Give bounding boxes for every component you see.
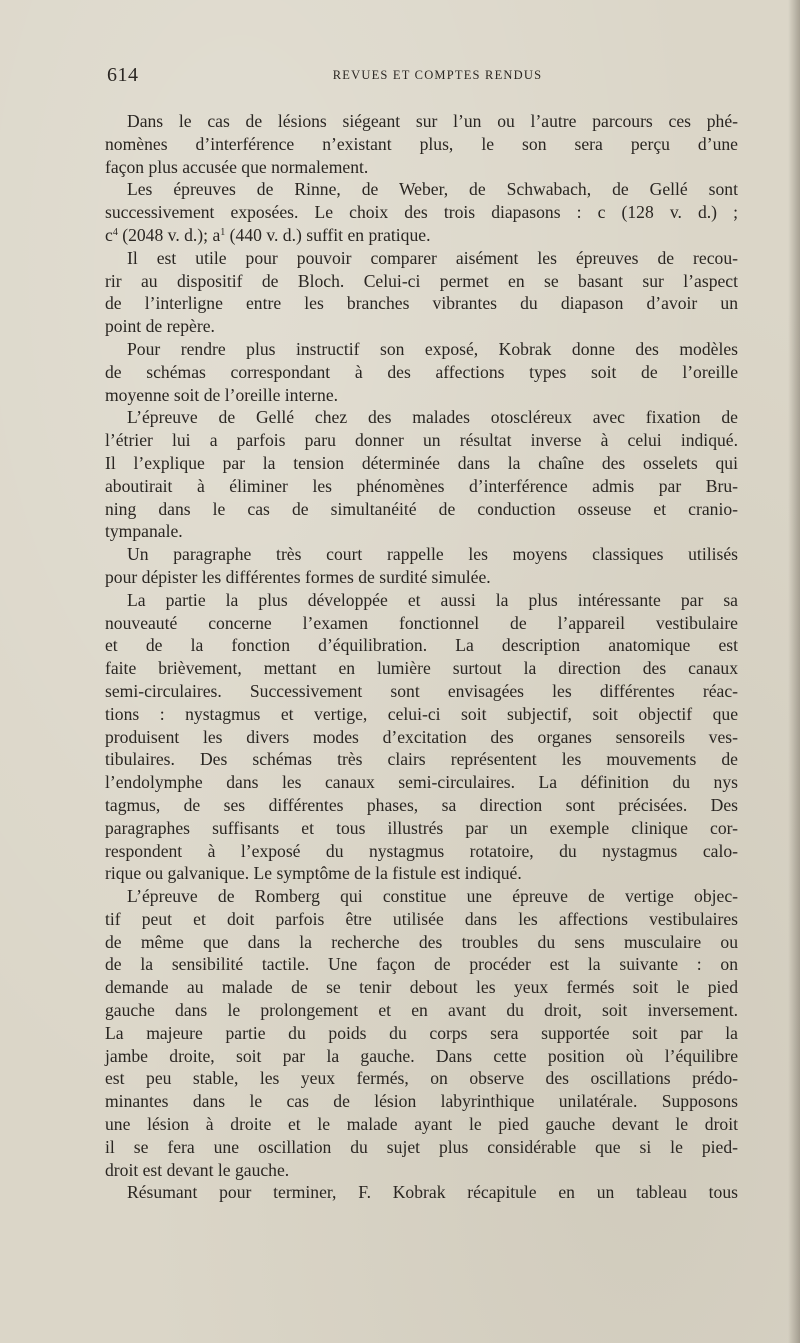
text-line: Dans le cas de lésions siégeant sur l’un ou l’autre parcours ces phé- (127, 111, 738, 131)
text-line: une lésion à droite et le malade ayant le pied gauche devant le droit (105, 1114, 738, 1135)
text-line: ning dans le cas de simultanéité de conduction osseuse et cranio- (105, 498, 738, 519)
text-line: il se fera une oscillation du sujet plus considérable que si le pied- (105, 1136, 738, 1157)
text-line: paragraphes suffisants et tous illustrés par un exemple clinique cor- (105, 817, 738, 838)
text-line: Les épreuves de Rinne, de Weber, de Schwabach, de Gellé sont (127, 179, 738, 200)
text-line: semi-circulaires. Successivement sont envisagées les différentes réac- (105, 680, 738, 701)
text-line: La majeure partie du poids du corps sera supportée soit par la (105, 1022, 738, 1043)
text-line: tions : nystagmus et vertige, celui-ci soit subjectif, soit objectif que (105, 703, 738, 724)
text-line: de même que dans la recherche des troubles du sens musculaire ou (105, 931, 738, 952)
text-line: gauche dans le prolongement et en avant du droit, soit inversement. (105, 1000, 738, 1021)
text-line: demande au malade de se tenir debout les yeux fermés soit le pied (105, 977, 738, 998)
body-text (105, 110, 738, 1204)
text-line: tibulaires. Des schémas très clairs représentent les mouvements de (105, 749, 738, 770)
page-edge-shadow (788, 0, 800, 1343)
running-head: REVUES ET COMPTES RENDUS (332, 68, 543, 82)
text-line: faite brièvement, mettant en lumière surtout la direction des canaux (105, 658, 738, 679)
text-line: aboutirait à éliminer les phénomènes d’interférence admis par Bru- (105, 475, 738, 496)
text-line: rir au dispositif de Bloch. Celui-ci permet en se basant sur l’aspect (105, 270, 738, 291)
text-line: façon plus accusée que normalement. (105, 156, 369, 177)
text-line: pour dépister les différentes formes de surdité simulée. (105, 566, 491, 587)
text-line: rique ou galvanique. Le symptôme de la fistule est indiqué. (105, 863, 522, 884)
text-line: Résumant pour terminer, F. Kobrak récapitule en un tableau tous (127, 1182, 738, 1203)
text-line: produisent les divers modes d’excitation des organes sensoreils ves- (105, 726, 738, 747)
text-line: Il l’explique par la tension déterminée dans la chaîne des osselets qui (105, 452, 738, 473)
text-line: l’endolymphe dans les canaux semi-circulaires. La définition du nys (105, 772, 738, 793)
text-line: tagmus, de ses différentes phases, sa direction sont précisées. Des (105, 794, 738, 815)
text-line: nomènes d’interférence n’existant plus, le son sera perçu d’une (105, 133, 738, 154)
page-header (107, 64, 738, 88)
text-line-diapasons (105, 224, 738, 247)
text-line: de la sensibilité tactile. Une façon de procéder est la suivante : on (105, 954, 738, 975)
text-line: Un paragraphe très court rappelle les moyens classiques utilisés (127, 544, 738, 565)
text-line: jambe droite, soit par la gauche. Dans cette position où l’équilibre (105, 1045, 738, 1066)
text-line: respondent à l’exposé du nystagmus rotatoire, du nystagmus calo- (105, 840, 738, 861)
text-line: L’épreuve de Gellé chez des malades otoscléreux avec fixation de (127, 407, 738, 428)
diapason-c4-text: (2048 v. d.); a (122, 224, 221, 245)
text-line: est peu stable, les yeux fermés, on observe des oscillations prédo- (105, 1068, 738, 1089)
text-line: successivement exposées. Le choix des trois diapasons : c (128 v. d.) ; (105, 202, 738, 223)
text-line: moyenne soit de l’oreille interne. (105, 384, 339, 405)
text-line: Pour rendre plus instructif son exposé, Kobrak donne des modèles (127, 338, 738, 359)
note-c-superscript: 4 (112, 226, 118, 238)
text-line: l’étrier lui a parfois paru donner un résultat inverse à celui indiqué. (105, 430, 738, 451)
text-line: droit est devant le gauche. (105, 1159, 290, 1180)
text-line: et de la fonction d’équilibration. La description anatomique est (105, 635, 738, 656)
text-line: La partie la plus développée et aussi la plus intéressante par sa (127, 589, 738, 610)
text-line: L’épreuve de Romberg qui constitue une épreuve de vertige objec- (127, 886, 738, 907)
text-line: point de repère. (105, 316, 215, 337)
diapason-a1-text: (440 v. d.) suffit en pratique. (229, 224, 431, 245)
page-number: 614 (107, 64, 139, 86)
text-line: tympanale. (105, 521, 183, 542)
text-line: de l’interligne entre les branches vibrantes du diapason d’avoir un (105, 293, 738, 314)
text-line: minantes dans le cas de lésion labyrinthique unilatérale. Supposons (105, 1091, 738, 1112)
text-line: tif peut et doit parfois être utilisée dans les affections vestibulaires (105, 908, 738, 929)
text-line: nouveauté concerne l’examen fonctionnel de l’appareil vestibulaire (105, 612, 738, 633)
note-c: c (105, 224, 113, 245)
note-a-superscript: 1 (220, 226, 226, 238)
text-line: Il est utile pour pouvoir comparer aisément les épreuves de recou- (127, 247, 738, 268)
text-line: de schémas correspondant à des affections types soit de l’oreille (105, 361, 738, 382)
